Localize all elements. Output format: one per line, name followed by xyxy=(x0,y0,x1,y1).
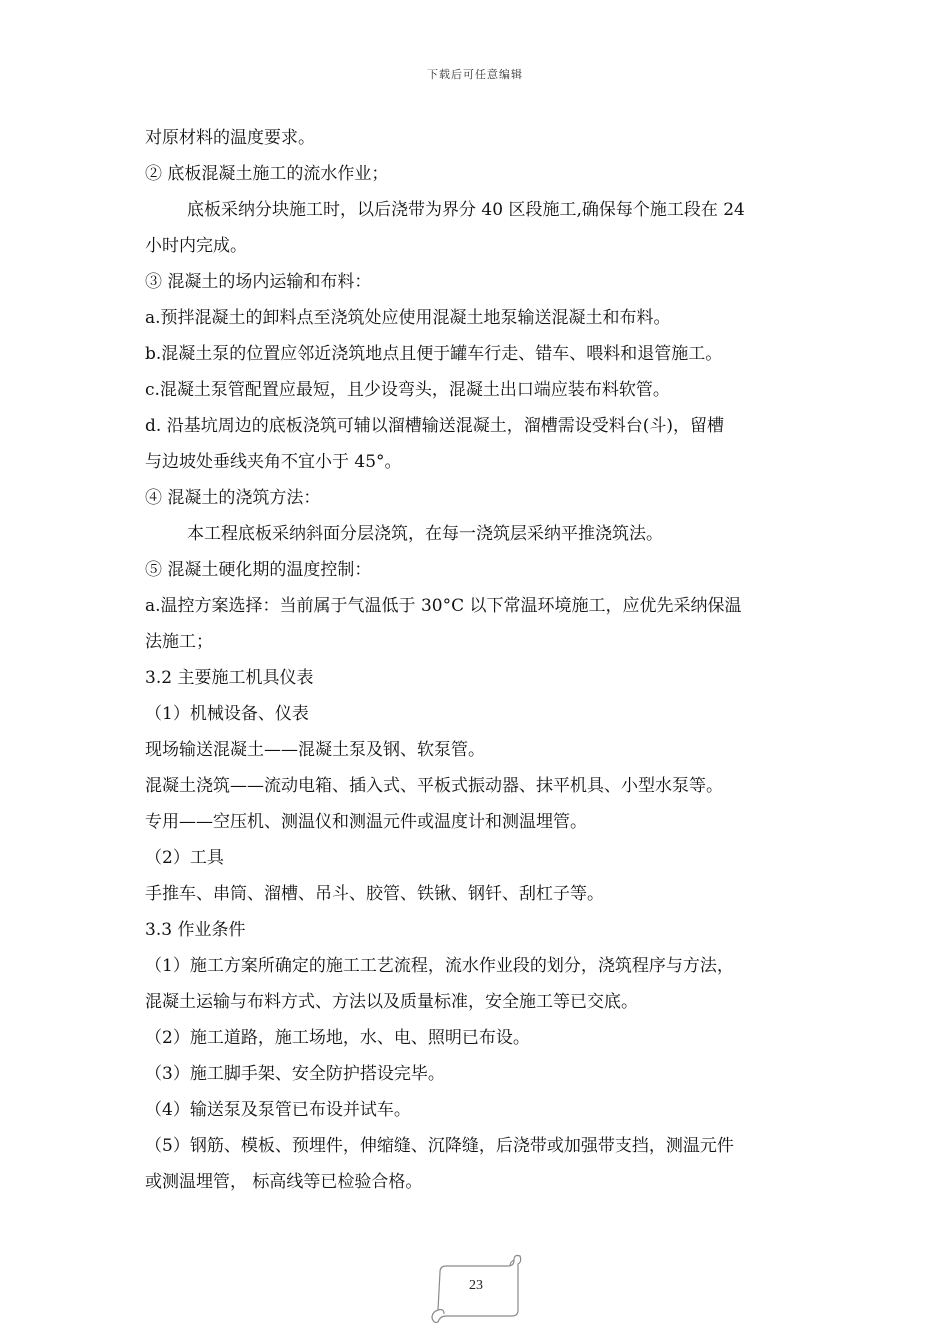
list-item: 或测温埋管， 标高线等已检验合格。 xyxy=(145,1172,423,1192)
list-item: d. 沿基坑周边的底板浇筑可辅以溜槽输送混凝土，溜槽需设受料台(斗)，留槽 xyxy=(145,416,724,436)
list-item: a.温控方案选择：当前属于气温低于 30°C 以下常温环境施工，应优先采纳保温 xyxy=(145,596,742,616)
list-item: （2）施工道路，施工场地，水、电、照明已布设。 xyxy=(145,1028,530,1048)
list-item: （1）施工方案所确定的施工工艺流程，流水作业段的划分，浇筑程序与方法， xyxy=(145,956,734,976)
list-item: c.混凝土泵管配置应最短，且少设弯头，混凝土出口端应装布料软管。 xyxy=(145,380,670,400)
paragraph-line: 混凝土浇筑——流动电箱、插入式、平板式振动器、抹平机具、小型水泵等。 xyxy=(145,776,723,796)
list-item: （3）施工脚手架、安全防护搭设完毕。 xyxy=(145,1064,445,1084)
list-item: （4）输送泵及泵管已布设并试车。 xyxy=(145,1100,411,1120)
list-item: （5）钢筋、模板、预埋件，伸缩缝、沉降缝，后浇带或加强带支挡，测温元件 xyxy=(145,1136,734,1156)
page-number-badge xyxy=(430,1252,522,1324)
list-item: 与边坡处垂线夹角不宜小于 45°。 xyxy=(145,452,402,472)
list-heading: ④ 混凝土的浇筑方法： xyxy=(145,488,321,508)
page-number: 23 xyxy=(469,1278,483,1293)
list-heading: ③ 混凝土的场内运输和布料： xyxy=(145,272,372,292)
paragraph-line: 本工程底板采纳斜面分层浇筑，在每一浇筑层采纳平推浇筑法。 xyxy=(187,524,663,544)
list-item: 法施工； xyxy=(145,632,213,652)
list-item: a.预拌混凝土的卸料点至浇筑处应使用混凝土地泵输送混凝土和布料。 xyxy=(145,308,671,328)
section-heading: 3.2 主要施工机具仪表 xyxy=(145,668,314,688)
paragraph-line: 现场输送混凝土——混凝土泵及钢、软泵管。 xyxy=(145,740,485,760)
subsection-heading: （1）机械设备、仪表 xyxy=(145,704,309,724)
list-heading: ⑤ 混凝土硬化期的温度控制： xyxy=(145,560,372,580)
paragraph-line: 小时内完成。 xyxy=(145,236,247,256)
paragraph-line: 底板采纳分块施工时，以后浇带为界分 40 区段施工,确保每个施工段在 24 xyxy=(187,200,745,220)
list-item: b.混凝土泵的位置应邻近浇筑地点且便于罐车行走、错车、喂料和退管施工。 xyxy=(145,344,723,364)
text-line: 对原材料的温度要求。 xyxy=(145,128,315,148)
paragraph-line: 专用——空压机、测温仪和测温元件或温度计和测温埋管。 xyxy=(145,812,587,832)
paragraph-line: 手推车、串筒、溜槽、吊斗、胶管、铁锹、钢钎、刮杠子等。 xyxy=(145,884,604,904)
subsection-heading: （2）工具 xyxy=(145,848,224,868)
section-heading: 3.3 作业条件 xyxy=(145,920,246,940)
list-item: 混凝土运输与布料方式、方法以及质量标准，安全施工等已交底。 xyxy=(145,992,638,1012)
page-header: 下载后可任意编辑 xyxy=(427,68,523,81)
document-body xyxy=(145,120,810,1200)
list-heading: ② 底板混凝土施工的流水作业； xyxy=(145,164,389,184)
